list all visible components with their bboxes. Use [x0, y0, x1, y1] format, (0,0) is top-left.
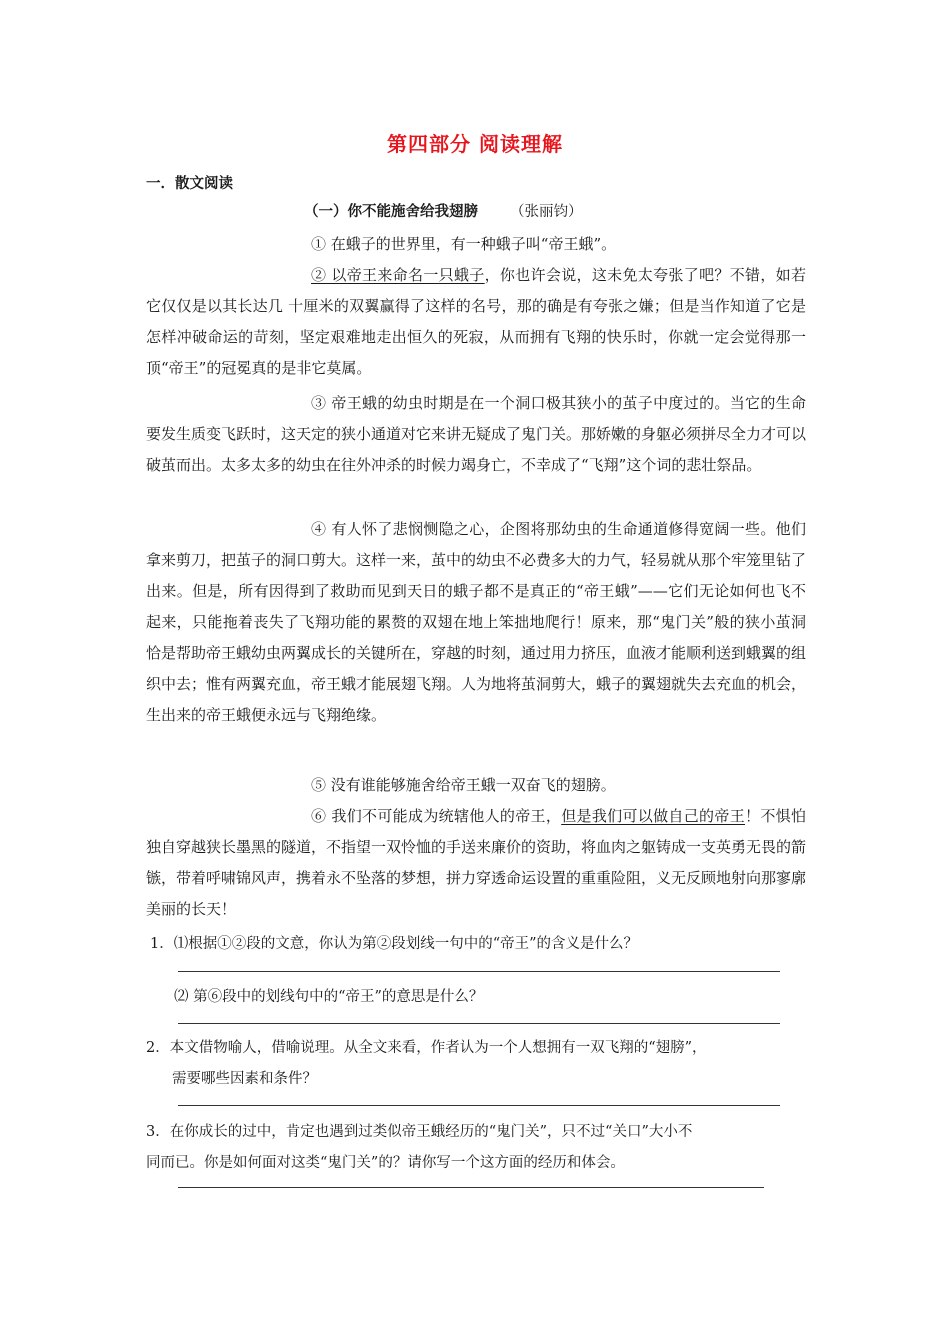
question-2-line-1: 2．本文借物喻人，借喻说理。从全文来看，作者认为一个人想拥有一双飞翔的“翅膀”，	[146, 1040, 707, 1056]
essay-author: （张丽钧）	[510, 204, 583, 220]
paragraph-3: ③ 帝王蛾的幼虫时期是在一个洞口极其狭小的茧子中度过的。当它的生命要发生质变飞跃时，这天定的狭小通道对它来讲无疑成了鬼门关。那娇嫩的身躯必须拼尽全力才可以破茧而出。太多太多的幼虫在往外冲杀的时候力竭身亡，不幸成了“飞翔”这个词的悲壮祭品。	[146, 394, 807, 474]
paragraph-1: ① 在蛾子的世界里，有一种蛾子叫“帝王蛾”。	[311, 235, 617, 253]
section-heading: 一．散文阅读	[146, 176, 233, 192]
question-1b: ⑵ 第⑥段中的划线句中的“帝王”的意思是什么？	[174, 989, 484, 1005]
paragraph-4: ④ 有人怀了悲悯恻隐之心，企图将那幼虫的生命通道修得宽阔一些。他们拿来剪刀，把茧子的洞口剪大。这样一来，茧中的幼虫不必费多大的力气，轻易就从那个牢笼里钻了出来。但是，所有因得到了救助而见到天日的蛾子都不是真正的“帝王蛾”——它们无论如何也飞不起来，只能拖着丧失了飞翔功能的累赘的双翅在地上笨拙地爬行！原来，那“鬼门关”般的狭小茧洞恰是帮助帝王蛾幼虫两翼成长的关键所在，穿越的时刻，通过用力挤压，血液才能顺利送到蛾翼的组织中去；惟有两翼充血，帝王蛾才能展翅飞翔。人为地将茧洞剪大，蛾子的翼翅就失去充血的机会，生出来的帝王蛾便永远与飞翔绝缘。	[146, 520, 807, 724]
question-3-line-2: 同而已。你是如何面对这类“鬼门关”的？请你写一个这方面的经历和体会。	[146, 1155, 625, 1171]
question-3-line-1: 3．在你成长的过中，肯定也遇到过类似帝王蛾经历的“鬼门关”，只不过“关口”大小不	[146, 1124, 693, 1140]
underlined-sentence-1: ② 以帝王来命名一只蛾子	[311, 266, 485, 284]
answer-line-1a[interactable]	[178, 971, 780, 972]
answer-line-1b[interactable]	[178, 1023, 780, 1024]
paragraph-5: ⑤ 没有谁能够施舍给帝王蛾一双奋飞的翅膀。	[311, 776, 616, 794]
underlined-sentence-2: 但是我们可以做自己的帝王	[561, 807, 746, 825]
paragraph-6	[146, 801, 806, 925]
paragraph-6-text-a: ⑥ 我们不可能成为统辖他人的帝王，	[311, 807, 562, 825]
essay-title: （一）你不能施舍给我翅膀	[304, 204, 478, 220]
question-2-line-2: 需要哪些因素和条件？	[172, 1071, 317, 1087]
paragraph-2-text: ，你也许会说，这未免太夸张了吧？不错，如若它仅仅是以其长达几 十厘米的双翼赢得了这样的名号，那的确是有夸张之嫌；但是当作知道了它是怎样冲破命运的苛刻，坚定艰难地走出恒久的死寂，从而拥有飞翔的快乐时，你就一定会觉得那一顶“帝王”的冠冕真的是非它莫属。	[146, 266, 806, 377]
essay-heading	[304, 200, 583, 221]
answer-line-2[interactable]	[178, 1105, 780, 1106]
paragraph-6-text-b: ！不惧怕独自穿越狭长墨黑的隧道，不指望一双怜恤的手送来廉价的资助，将血肉之躯铸成一支英勇无畏的箭镞，带着呼啸锦风声，携着永不坠落的梦想，拼力穿透命运设置的重重险阻，义无反顾地射向那寥廓美丽的长天！	[146, 807, 807, 918]
page-title: 第四部分 阅读理解	[387, 132, 563, 156]
paragraph-2	[146, 260, 806, 384]
question-1a: 1．⑴根据①②段的文意，你认为第②段划线一句中的“帝王”的含义是什么？	[150, 936, 639, 952]
answer-line-3[interactable]	[178, 1187, 764, 1188]
